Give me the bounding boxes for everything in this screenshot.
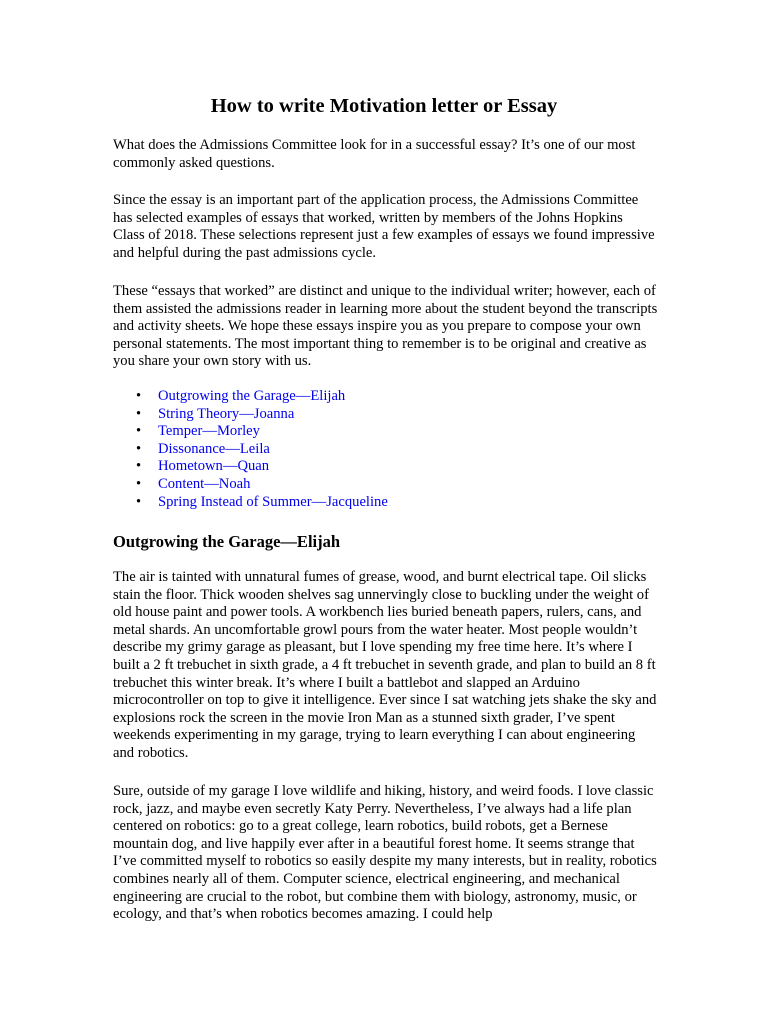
essay-link-outgrowing-the-garage[interactable]: Outgrowing the Garage—Elijah: [158, 388, 346, 404]
document-title: How to write Motivation letter or Essay: [210, 95, 558, 117]
essay-link-hometown[interactable]: Hometown—Quan: [158, 458, 270, 475]
essay-link-content[interactable]: Content—Noah: [158, 475, 251, 492]
bullet-icon: •: [136, 440, 142, 457]
list-item: [113, 388, 658, 406]
bullet-icon: •: [136, 423, 142, 440]
essay-link-string-theory[interactable]: String Theory—Joanna: [158, 405, 295, 422]
list-item: [113, 423, 658, 441]
list-item: [113, 494, 658, 512]
intro-paragraph: What does the Admissions Committee look for in a successful essay? It’s one of our most commonly asked questions.: [113, 137, 636, 171]
bullet-icon: •: [136, 475, 142, 492]
essay-link-list: [113, 388, 658, 511]
essay-link-dissonance[interactable]: Dissonance—Leila: [158, 440, 270, 457]
bullet-icon: •: [136, 405, 142, 422]
context-paragraph: Since the essay is an important part of the application process, the Admissions Committee has selected examples of essays that worked, written by members of the Johns Hopkins Class of 2018. These selections represent just a few examples of essays we found impressive and helpful during the past admissions cycle.: [113, 192, 655, 261]
list-item: [113, 406, 658, 424]
essay-paragraph-2: Sure, outside of my garage I love wildlife and hiking, history, and weird foods. I love classic rock, jazz, and maybe even secretly Katy Perry. Nevertheless, I’ve always had a life plan centered on robotics: go to a great college, learn robotics, build robots, get a Bernese mountain dog, and live happily ever after in a beautiful forest home. It seems strange that I’ve committed myself to robotics so easily despite my many interests, but in reality, robotics combines nearly all of them. Computer science, electrical engineering, and mechanical engineering are crucial to the robot, but combine them with biology, astronomy, music, or ecology, and that’s when robotics becomes amazing. I could help: [113, 783, 657, 923]
list-item: [113, 458, 658, 476]
essay-paragraph-1: The air is tainted with unnatural fumes of grease, wood, and burnt electrical tape. Oil slicks stain the floor. Thick wooden shelves sag unnervingly close to buckling under the weight of old house paint and power tools. A workbench lies buried beneath papers, rulers, cans, and metal shards. An uncomfortable growl pours from the water heater. Most people wouldn’t describe my grimy garage as pleasant, but I love spending my free time here. It’s where I built a 2 ft trebuchet in sixth grade, a 4 ft trebuchet in seventh grade, and plan to build an 8 ft trebuchet this winter break. It’s where I built a battlebot and slapped an Arduino microcontroller on top to give it intelligence. Ever since I sat watching jets shake the sky and explosions rock the screen in the movie Iron Man as a stunned sixth grader, I’ve spent weekends experimenting in my garage, trying to learn everything I can about engineering and robotics.: [113, 569, 657, 761]
bullet-icon: •: [136, 493, 142, 510]
essay-link-temper[interactable]: Temper—Morley: [158, 423, 260, 440]
list-item: [113, 441, 658, 459]
essay-link-spring-instead-of-summer[interactable]: Spring Instead of Summer—Jacqueline: [158, 493, 388, 510]
list-item: [113, 476, 658, 494]
bullet-icon: •: [136, 388, 142, 404]
guidance-paragraph: These “essays that worked” are distinct and unique to the individual writer; however, each of them assisted the admissions reader in learning more about the student beyond the transcripts and activity sheets. We hope these essays inspire you as you prepare to compose your own personal statements. The most important thing to remember is to be original and creative as you share your own story with us.: [113, 283, 658, 370]
section-heading: Outgrowing the Garage—Elijah: [113, 532, 341, 551]
bullet-icon: •: [136, 458, 142, 475]
